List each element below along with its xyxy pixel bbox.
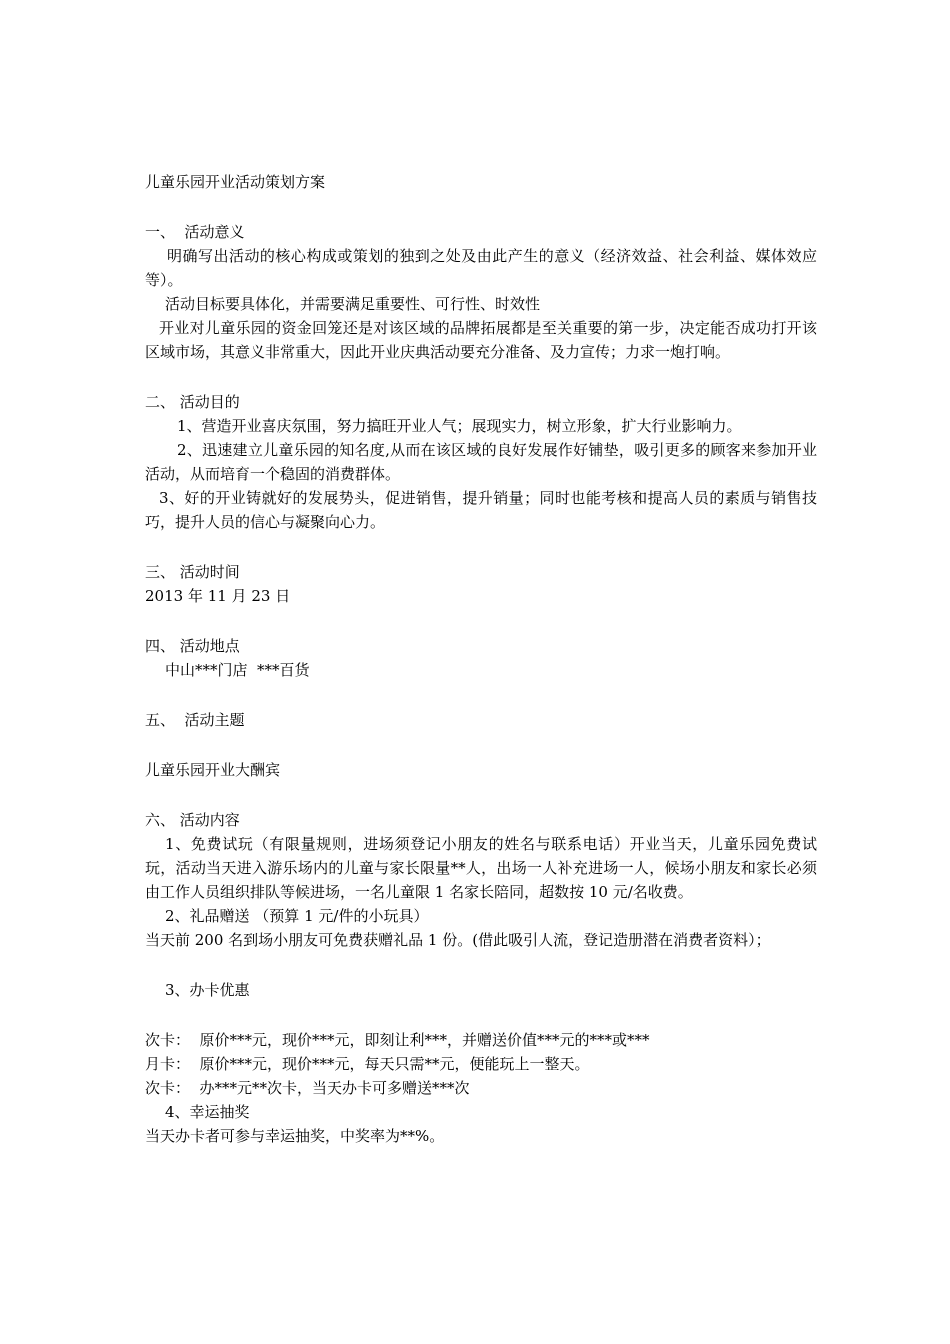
card-offer: 次卡： 办***元**次卡，当天办卡可多赠送***次 bbox=[145, 1079, 470, 1097]
section-heading: 四、 活动地点 bbox=[145, 637, 240, 655]
list-item: 2、礼品赠送 （预算 1 元/件的小玩具） bbox=[165, 907, 429, 925]
section-activity-purpose bbox=[145, 390, 817, 534]
spacer bbox=[145, 782, 817, 808]
spacer bbox=[145, 194, 817, 220]
section-heading: 六、 活动内容 bbox=[145, 811, 240, 829]
activity-date: 2013 年 11 月 23 日 bbox=[145, 587, 291, 605]
spacer bbox=[145, 608, 817, 634]
list-item: 3、办卡优惠 bbox=[165, 981, 250, 999]
section-activity-content bbox=[145, 808, 817, 1148]
section-heading: 五、 活动主题 bbox=[145, 711, 245, 729]
paragraph: 当天前 200 名到场小朋友可免费获赠礼品 1 份。(借此吸引人流，登记造册潜在消费者资料）； bbox=[145, 931, 771, 949]
spacer bbox=[145, 952, 817, 978]
spacer bbox=[145, 1002, 817, 1028]
paragraph: 明确写出活动的核心构成或策划的独到之处及由此产生的意义（经济效益、社会利益、媒体效应等）。 bbox=[145, 247, 817, 289]
list-item: 3、好的开业铸就好的发展势头，促进销售，提升销量；同时也能考核和提高人员的素质与销售技巧，提升人员的信心与凝聚向心力。 bbox=[145, 489, 817, 531]
card-offer: 月卡： 原价***元，现价***元，每天只需**元，便能玩上一整天。 bbox=[145, 1055, 590, 1073]
paragraph: 开业对儿童乐园的资金回笼还是对该区域的品牌拓展都是至关重要的第一步，决定能否成功打开该区域市场，其意义非常重大，因此开业庆典活动要充分准备、及力宣传；力求一炮打响。 bbox=[145, 319, 817, 361]
spacer bbox=[145, 682, 817, 708]
activity-theme: 儿童乐园开业大酬宾 bbox=[145, 761, 281, 779]
section-activity-time bbox=[145, 560, 817, 608]
document-page bbox=[145, 170, 817, 1148]
activity-location: 中山***门店 ***百货 bbox=[165, 661, 310, 679]
card-offer: 次卡： 原价***元，现价***元，即刻让利***，并赠送价值***元的***或*** bbox=[145, 1031, 650, 1049]
list-item: 4、幸运抽奖 bbox=[165, 1103, 250, 1121]
paragraph: 当天办卡者可参与幸运抽奖，中奖率为**%。 bbox=[145, 1127, 445, 1145]
spacer bbox=[145, 732, 817, 758]
spacer bbox=[145, 364, 817, 390]
list-item: 2、迅速建立儿童乐园的知名度,从而在该区域的良好发展作好铺垫，吸引更多的顾客来参加开业活动，从而培育一个稳固的消费群体。 bbox=[145, 441, 817, 483]
section-activity-theme bbox=[145, 708, 817, 782]
section-heading: 二、 活动目的 bbox=[145, 393, 240, 411]
spacer bbox=[145, 534, 817, 560]
section-heading: 三、 活动时间 bbox=[145, 563, 240, 581]
section-heading: 一、 活动意义 bbox=[145, 223, 245, 241]
list-item: 1、免费试玩（有限量规则，进场须登记小朋友的姓名与联系电话）开业当天，儿童乐园免费试玩，活动当天进入游乐场内的儿童与家长限量**人，出场一人补充进场一人，候场小朋友和家长必须由工作人员组织排队等候进场，一名儿童限 1 名家长陪同，超数按 10 元/名收费。 bbox=[145, 835, 817, 901]
document-title: 儿童乐园开业活动策划方案 bbox=[145, 173, 326, 191]
list-item: 1、营造开业喜庆氛围，努力搞旺开业人气；展现实力，树立形象，扩大行业影响力。 bbox=[177, 417, 742, 435]
section-activity-significance bbox=[145, 220, 817, 364]
paragraph: 活动目标要具体化，并需要满足重要性、可行性、时效性 bbox=[165, 295, 541, 313]
section-activity-location bbox=[145, 634, 817, 682]
